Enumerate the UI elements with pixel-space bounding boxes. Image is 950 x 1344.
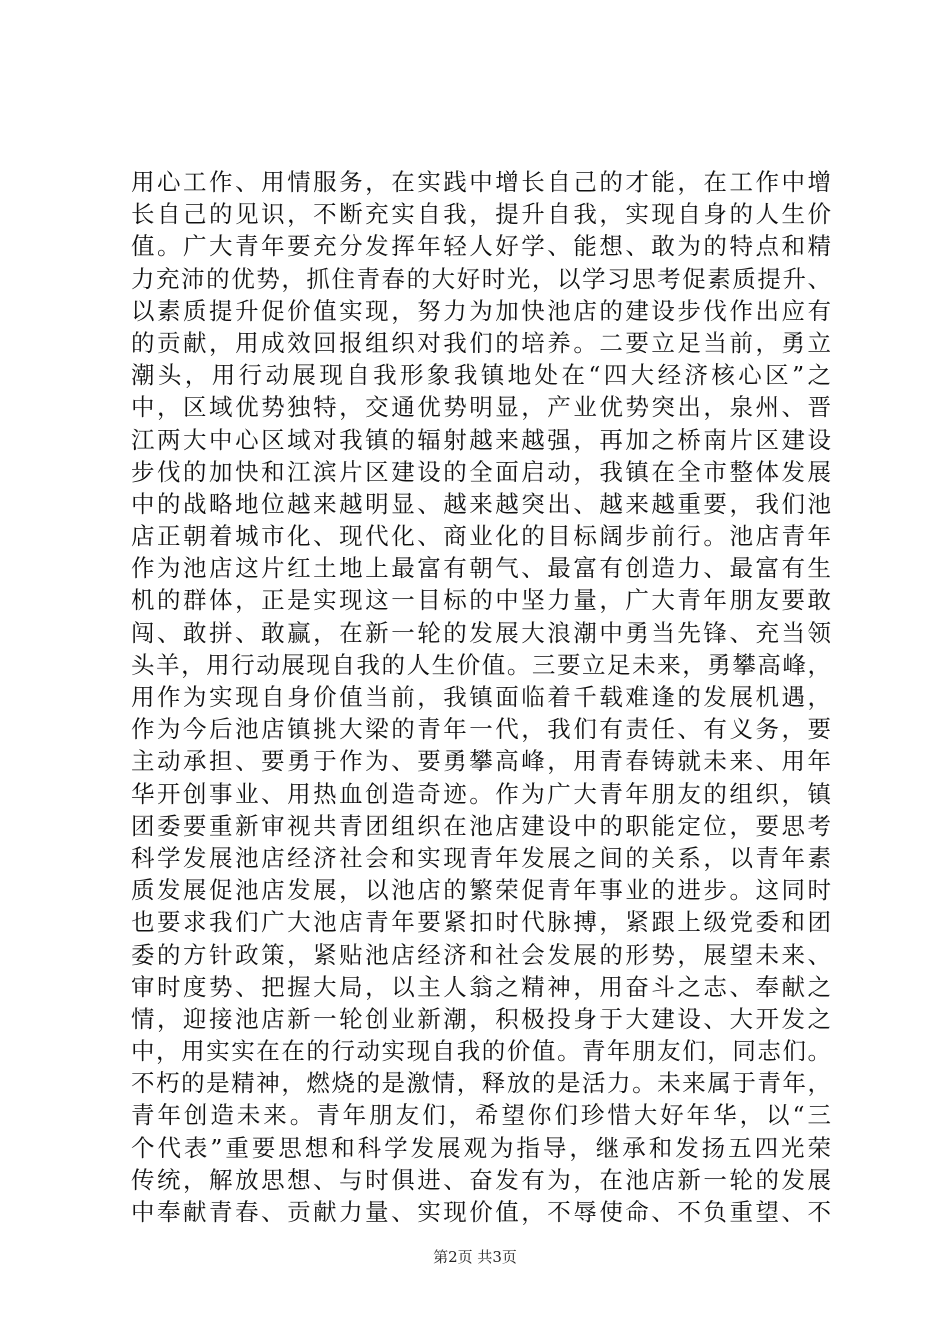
text-line: 长自己的见识，不断充实自我，提升自我，实现自身的人生价 [131, 200, 834, 229]
text-line: 情，迎接池店新一轮创业新潮，积极投身于大建设、大开发之 [131, 1004, 834, 1033]
text-line: 作为今后池店镇挑大梁的青年一代，我们有责任、有义务，要 [131, 715, 834, 744]
text-line: 审时度势、把握大局，以主人翁之精神，用奋斗之志、奉献之 [131, 972, 834, 1001]
text-line: 力充沛的优势，抓住青春的大好时光，以学习思考促素质提升、 [131, 264, 833, 293]
text-line: 团委要重新审视共青团组织在池店建设中的职能定位，要思考 [131, 811, 834, 840]
text-line: 值。广大青年要充分发挥年轻人好学、能想、敢为的特点和精 [131, 232, 834, 261]
text-line: 科学发展池店经济社会和实现青年发展之间的关系，以青年素 [131, 843, 834, 872]
text-line: 不朽的是精神，燃烧的是激情，释放的是活力。未来属于青年， [131, 1069, 833, 1098]
text-line: 店正朝着城市化、现代化、商业化的目标阔步前行。池店青年 [131, 522, 834, 551]
text-line: 步伐的加快和江滨片区建设的全面启动，我镇在全市整体发展 [131, 457, 834, 486]
text-line: 闯、敢拼、敢赢，在新一轮的发展大浪潮中勇当先锋、充当领 [131, 618, 834, 647]
text-line: 传统，解放思想、与时俱进、奋发有为，在池店新一轮的发展 [131, 1165, 834, 1194]
text-line: 潮头，用行动展现自我形象我镇地处在“四大经济核心区”之 [131, 361, 835, 390]
text-line: 用作为实现自身价值当前，我镇面临着千载难逢的发展机遇， [131, 683, 834, 711]
text-line: 青年创造未来。青年朋友们，希望你们珍惜大好年华，以“三 [131, 1101, 834, 1130]
text-line: 机的群体，正是实现这一目标的中坚力量，广大青年朋友要敢 [131, 586, 834, 615]
body-paragraph [131, 166, 835, 1228]
text-line: 个代表”重要思想和科学发展观为指导，继承和发扬五四光荣 [131, 1133, 834, 1162]
text-line: 中，区域优势独特，交通优势明显，产业优势突出，泉州、晋 [131, 393, 834, 422]
text-line: 主动承担、要勇于作为、要勇攀高峰，用青春铸就未来、用年 [131, 747, 834, 776]
text-line: 也要求我们广大池店青年要紧扣时代脉搏，紧跟上级党委和团 [131, 908, 834, 937]
text-line: 质发展促池店发展，以池店的繁荣促青年事业的进步。这同时 [131, 876, 834, 905]
text-line: 华开创事业、用热血创造奇迹。作为广大青年朋友的组织，镇 [131, 779, 834, 808]
text-line: 委的方针政策，紧贴池店经济和社会发展的形势，展望未来、 [131, 940, 834, 969]
text-line: 的贡献，用成效回报组织对我们的培养。二要立足当前，勇立 [131, 328, 834, 357]
text-line: 头羊，用行动展现自我的人生价值。三要立足未来，勇攀高峰， [131, 650, 833, 679]
text-line: 以素质提升促价值实现，努力为加快池店的建设步伐作出应有 [131, 296, 834, 325]
text-line: 作为池店这片红土地上最富有朝气、最富有创造力、最富有生 [131, 554, 834, 583]
page-number-footer: 第2页 共3页 [433, 1248, 517, 1266]
text-line: 中的战略地位越来越明显、越来越突出、越来越重要，我们池 [131, 489, 834, 518]
text-line: 用心工作、用情服务，在实践中增长自己的才能，在工作中增 [131, 168, 834, 196]
text-line: 江两大中心区域对我镇的辐射越来越强，再加之桥南片区建设 [131, 425, 834, 454]
text-line: 中，用实实在在的行动实现自我的价值。青年朋友们，同志们。 [131, 1037, 833, 1066]
text-line: 中奉献青春、贡献力量、实现价值，不辱使命、不负重望、不 [131, 1198, 834, 1226]
